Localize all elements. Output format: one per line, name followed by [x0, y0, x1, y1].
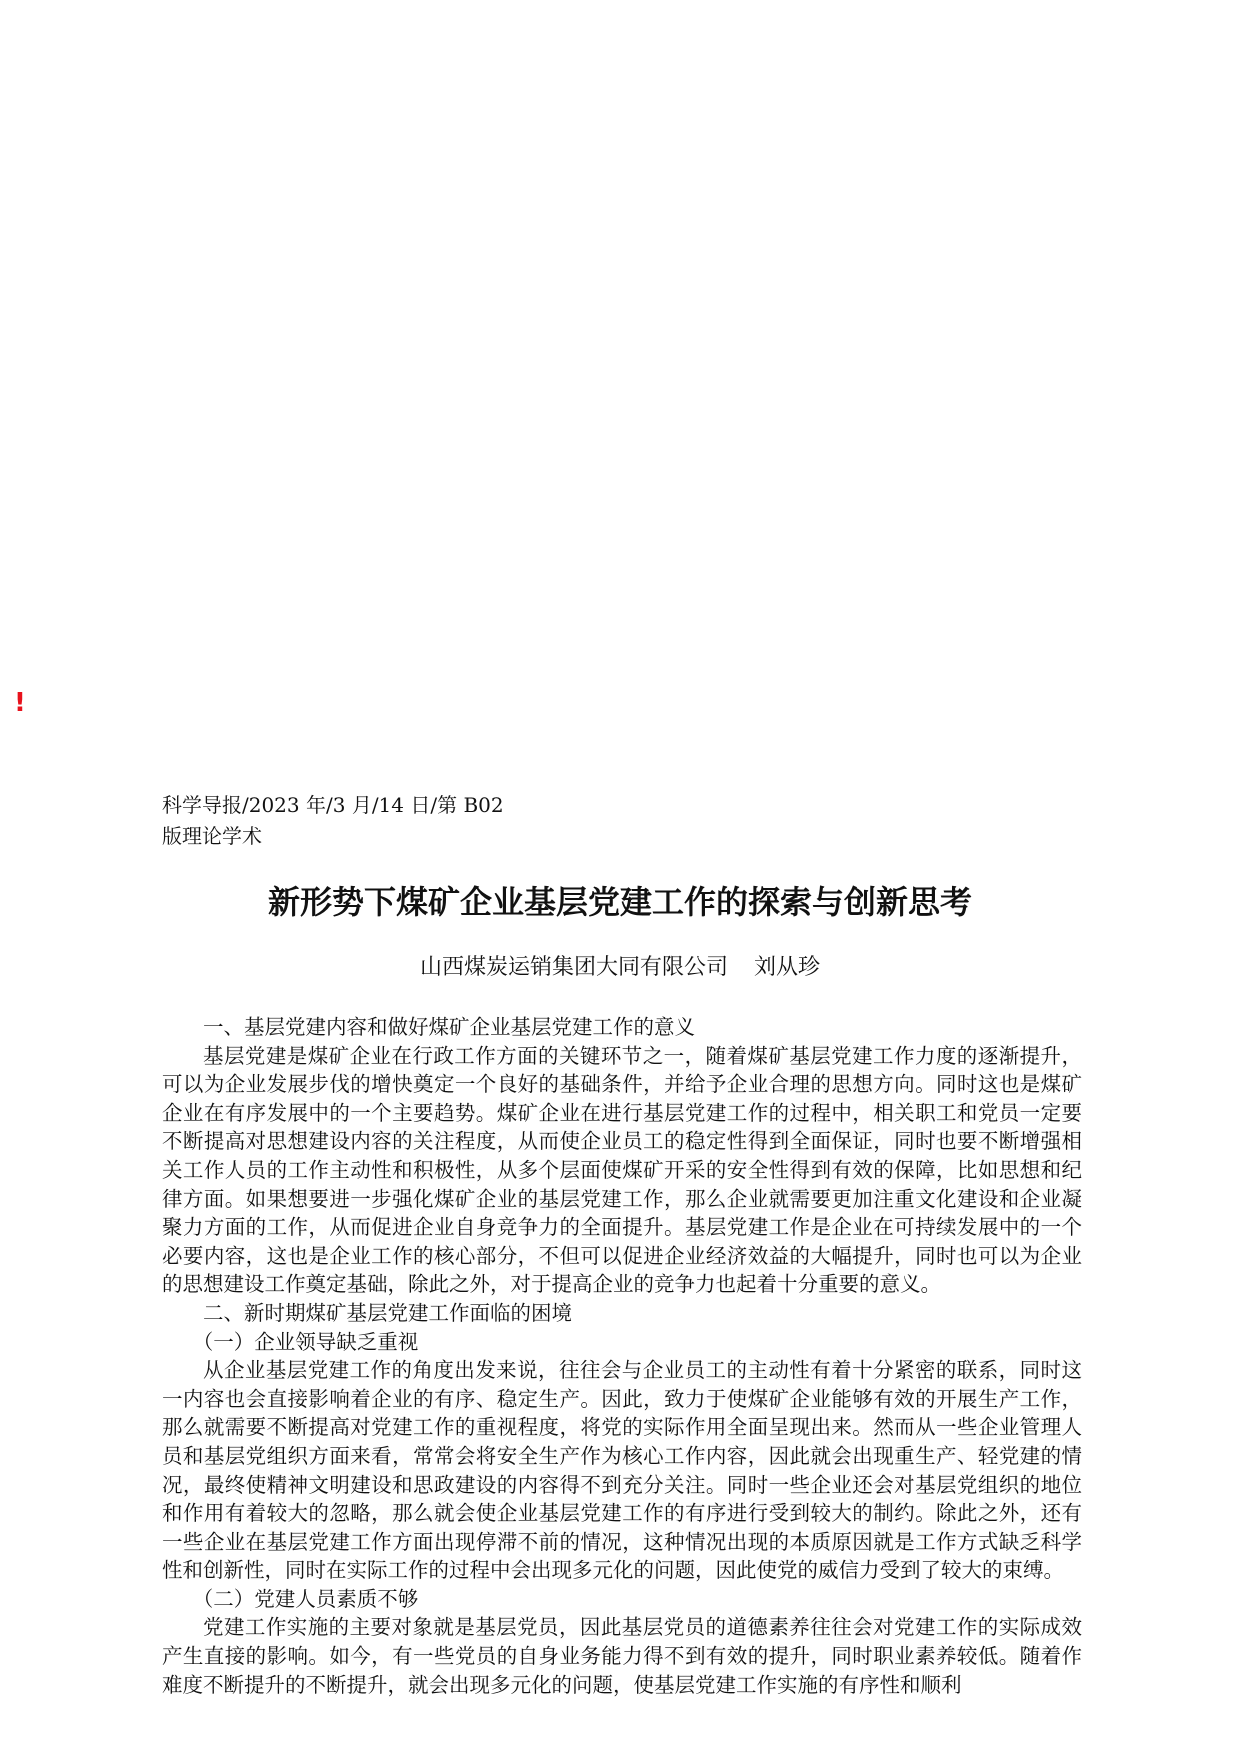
source-citation-line: 版理论学术 — [162, 824, 262, 848]
source-citation — [162, 790, 582, 852]
subsection-heading: （一）企业领导缺乏重视 — [192, 1329, 419, 1354]
author-name: 刘从珍 — [754, 955, 821, 980]
body-paragraph: 基层党建是煤矿企业在行政工作方面的关键环节之一，随着煤矿基层党建工作力度的逐渐提升，可以为企业发展步伐的增快奠定一个良好的基础条件，并给予企业合理的思想方向。同时这也是煤矿企业在有序发展中的一个主要趋势。煤矿企业在进行基层党建工作的过程中，相关职工和党员一定要不断提高对思想建设内容的关注程度，从而使企业员工的稳定性得到全面保证，同时也要不断增强相关工作人员的工作主动性和积极性，从多个层面使煤矿开采的安全性得到有效的保障，比如思想和纪律方面。如果想要进一步强化煤矿企业的基层党建工作，那么企业就需要更加注重文化建设和企业凝聚力方面的工作，从而促进企业自身竞争力的全面提升。基层党建工作是企业在可持续发展中的一个必要内容，这也是企业工作的核心部分，不但可以促进企业经济效益的大幅提升，同时也可以为企业的思想建设工作奠定基础，除此之外，对于提高企业的竞争力也起着十分重要的意义。 — [162, 1043, 1082, 1297]
body-paragraph: 党建工作实施的主要对象就是基层党员，因此基层党员的道德素养往往会对党建工作的实际成效产生直接的影响。如今，有一些党员的自身业务能力得不到有效的提升，同时职业素养较低。随着作难度不断提升的不断提升，就会出现多元化的问题，使基层党建工作实施的有序性和顺利 — [162, 1615, 1082, 1697]
byline — [0, 952, 1240, 984]
subsection-heading: （二）党建人员素质不够 — [192, 1586, 419, 1611]
article-title: 新形势下煤矿企业基层党建工作的探索与创新思考 — [267, 883, 972, 921]
article-body — [162, 1013, 1082, 1699]
author-organization: 山西煤炭运销集团大同有限公司 — [419, 955, 728, 980]
section-heading: 一、基层党建内容和做好煤矿企业基层党建工作的意义 — [203, 1015, 695, 1039]
section-heading: 二、新时期煤矿基层党建工作面临的困境 — [203, 1300, 572, 1325]
exclamation-mark: ! — [14, 688, 26, 718]
source-citation-line: 科学导报/2023 年/3 月/14 日/第 B02 — [162, 793, 504, 817]
body-paragraph: 从企业基层党建工作的角度出发来说，往往会与企业员工的主动性有着十分紧密的联系，同时这一内容也会直接影响着企业的有序、稳定生产。因此，致力于使煤矿企业能够有效的开展生产工作，那么就需要不断提高对党建工作的重视程度，将党的实际作用全面呈现出来。然而从一些企业管理人员和基层党组织方面来看，常常会将安全生产作为核心工作内容，因此就会出现重生产、轻党建的情况，最终使精神文明建设和思政建设的内容得不到充分关注。同时一些企业还会对基层党组织的地位和作用有着较大的忽略，那么就会使企业基层党建工作的有序进行受到较大的制约。除此之外，还有一些企业在基层党建工作方面出现停滞不前的情况，这种情况出现的本质原因就是工作方式缺乏科学性和创新性，同时在实际工作的过程中会出现多元化的问题，因此使党的威信力受到了较大的束缚。 — [162, 1358, 1082, 1583]
